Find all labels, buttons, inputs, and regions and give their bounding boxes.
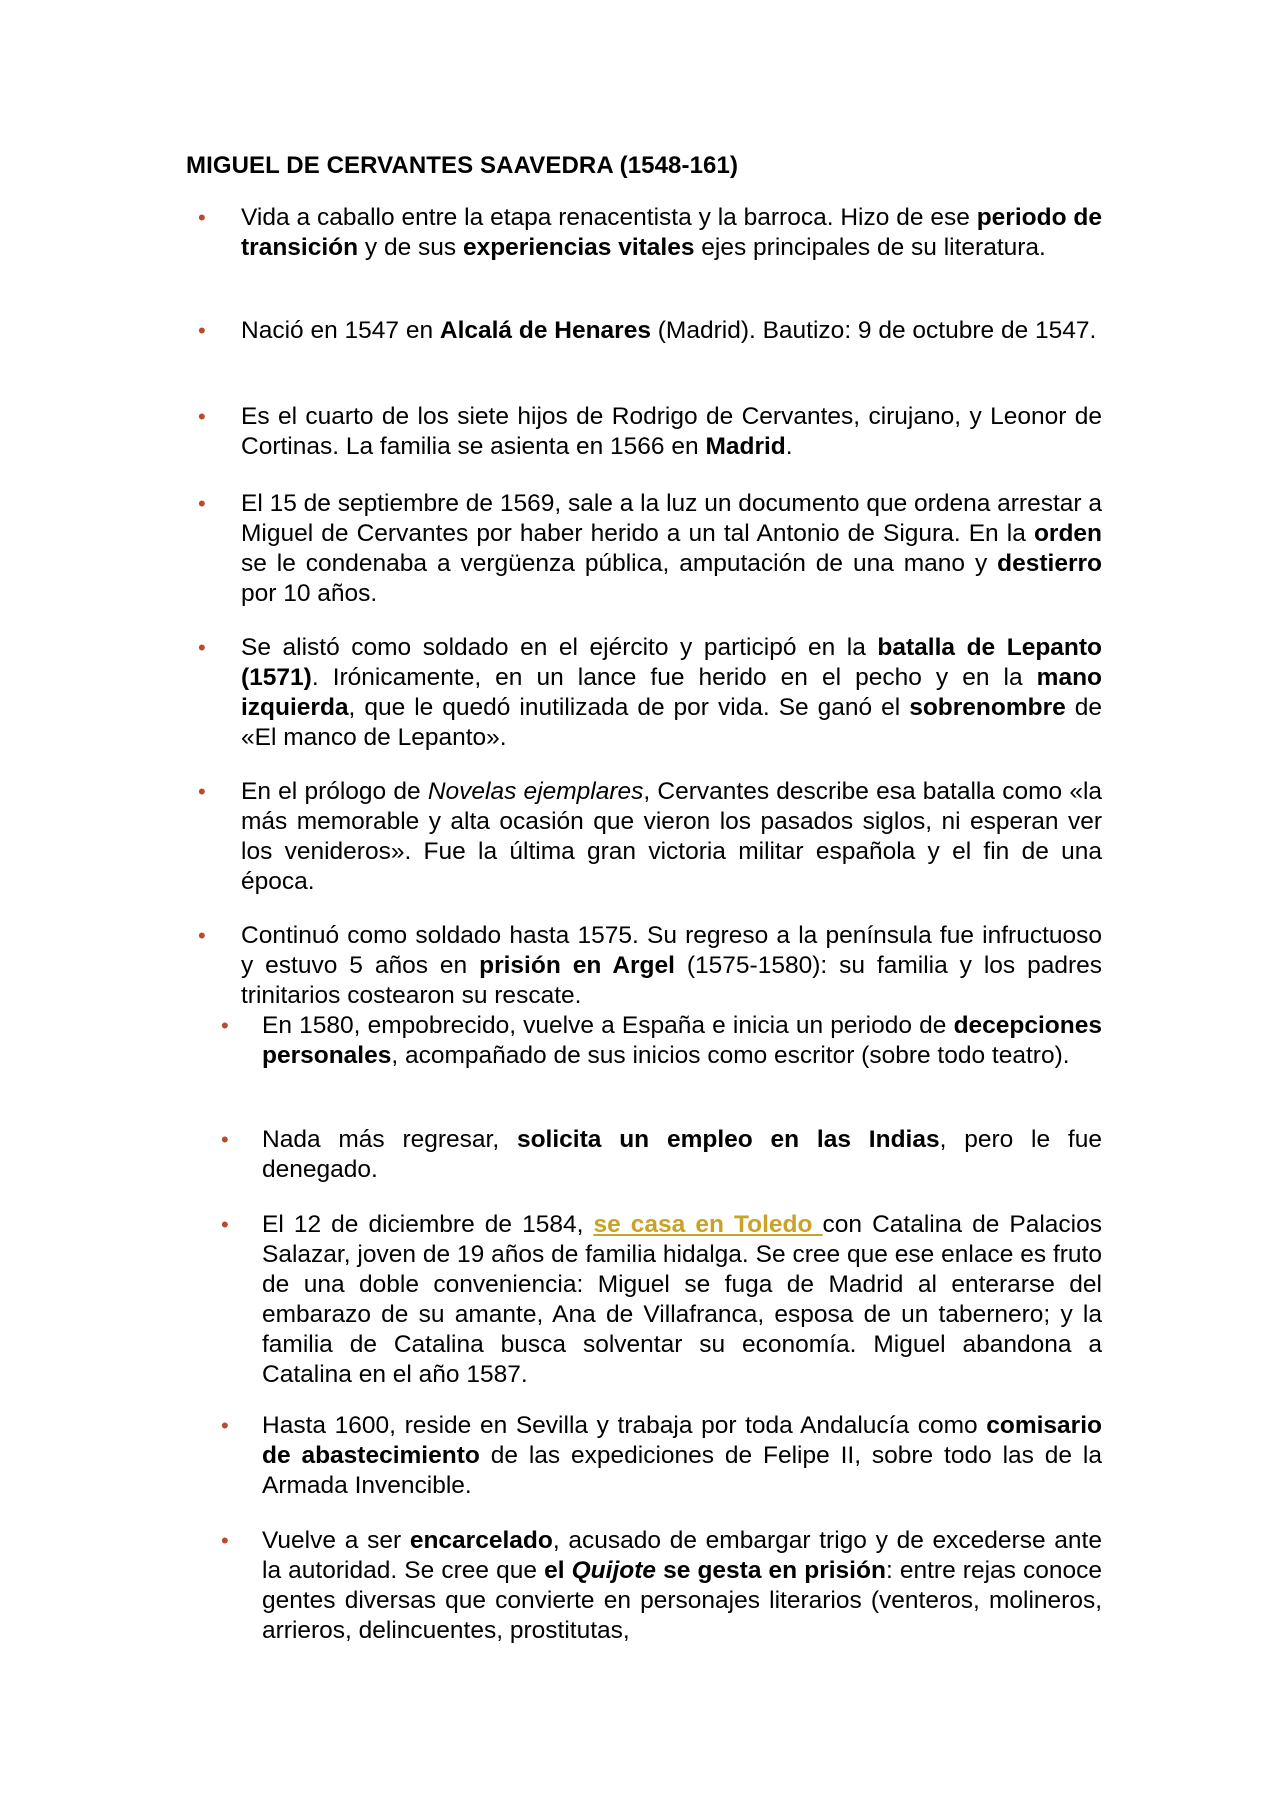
bullet-icon: •	[221, 1013, 229, 1038]
list-item: Nació en 1547 en Alcalá de Henares (Madrid). Bautizo: 9 de octubre de 1547.	[241, 317, 1097, 344]
bullet-icon: •	[221, 1528, 229, 1553]
list-item: El 15 de septiembre de 1569, sale a la luz un documento que ordena arrestar a Miguel de Cervantes por haber herido a un tal Antonio de Sigura. En la orden se le condenaba a vergüenza pública, amputación de una mano y destierro por 10 años.	[241, 490, 1102, 607]
list-item: Nada más regresar, solicita un empleo en las Indias, pero le fue denegado.	[262, 1126, 1102, 1183]
list-item: Vuelve a ser encarcelado, acusado de embargar trigo y de excederse ante la autoridad. Se cree que el Quijote se gesta en prisión: entre rejas conoce gentes diversas que convierte en personajes literarios (venteros, molineros, arrieros, delincuentes, prostitutas,	[262, 1527, 1103, 1644]
list-item: El 12 de diciembre de 1584, se casa en Toledo con Catalina de Palacios Salazar, joven de 19 años de familia hidalga. Se cree que ese enlace es fruto de una doble conveniencia: Miguel se fuga de Madrid al enterarse del embarazo de su amante, Ana de Villafranca, esposa de un tabernero; y la familia de Catalina busca solventar su economía. Miguel abandona a Catalina en el año 1587.	[262, 1211, 1102, 1388]
list-item: Se alistó como soldado en el ejército y participó en la batalla de Lepanto (1571). Irónicamente, en un lance fue herido en el pecho y en la mano izquierda, que le quedó inutilizada de por vida. Se ganó el sobrenombre de «El manco de Lepanto».	[241, 634, 1103, 751]
bullet-icon: •	[198, 779, 206, 804]
bullet-icon: •	[198, 318, 206, 343]
list-item: Hasta 1600, reside en Sevilla y trabaja por toda Andalucía como comisario de abastecimiento de las expediciones de Felipe II, sobre todo las de la Armada Invencible.	[262, 1412, 1102, 1499]
bullet-icon: •	[221, 1413, 229, 1438]
list-item: Vida a caballo entre la etapa renacentista y la barroca. Hizo de ese periodo de transición y de sus experiencias vitales ejes principales de su literatura.	[241, 204, 1103, 261]
bullet-icon: •	[198, 205, 206, 230]
se-casa-en-toledo-link[interactable]: se casa en Toledo	[593, 1211, 823, 1238]
document-title: MIGUEL DE CERVANTES SAAVEDRA (1548-161)	[186, 152, 739, 179]
bullet-icon: •	[198, 923, 206, 948]
list-item: Continuó como soldado hasta 1575. Su regreso a la península fue infructuoso y estuvo 5 años en prisión en Argel (1575-1580): su familia y los padres trinitarios costearon su rescate.	[241, 922, 1102, 1009]
bullet-icon: •	[198, 635, 206, 660]
bullet-icon: •	[221, 1212, 229, 1237]
list-item: Es el cuarto de los siete hijos de Rodrigo de Cervantes, cirujano, y Leonor de Cortinas. La familia se asienta en 1566 en Madrid.	[241, 403, 1102, 460]
bullet-icon: •	[198, 404, 206, 429]
bullet-icon: •	[198, 491, 206, 516]
list-item: En 1580, empobrecido, vuelve a España e inicia un periodo de decepciones personales, acompañado de sus inicios como escritor (sobre todo teatro).	[262, 1012, 1102, 1069]
list-item: En el prólogo de Novelas ejemplares, Cervantes describe esa batalla como «la más memorable y alta ocasión que vieron los pasados siglos, ni esperan ver los venideros». Fue la última gran victoria militar española y el fin de una época.	[241, 778, 1103, 895]
bullet-icon: •	[221, 1127, 229, 1152]
